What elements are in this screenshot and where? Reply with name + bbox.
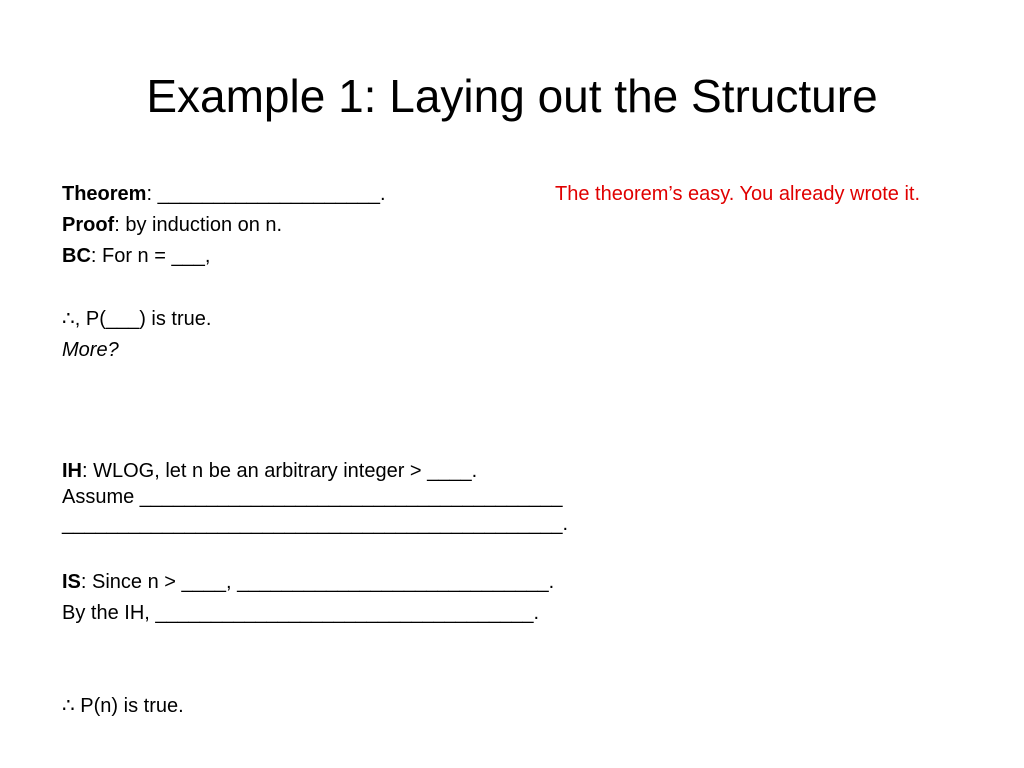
final-text: P(n) is true. bbox=[74, 695, 184, 717]
by-ih-line: By the IH, __________________________________. bbox=[62, 602, 540, 624]
proof-text: : by induction on n. bbox=[114, 214, 283, 236]
ih-text: : WLOG, let n be an arbitrary integer > ____. bbox=[82, 460, 478, 482]
bc-label: BC bbox=[62, 245, 91, 267]
is-label: IS bbox=[62, 571, 81, 593]
bc-conclusion-text: , P(___) is true. bbox=[74, 308, 212, 330]
is-text: : Since n > ____, ____________________________. bbox=[80, 571, 555, 593]
proof-line bbox=[62, 212, 282, 238]
blank-line: _____________________________________________. bbox=[62, 513, 569, 535]
bc-line bbox=[62, 243, 210, 269]
therefore-icon: ∴ bbox=[62, 306, 75, 330]
is-line bbox=[62, 569, 554, 595]
slide-title: Example 1: Laying out the Structure bbox=[146, 70, 878, 122]
proof-label: Proof bbox=[62, 214, 115, 236]
assume-line: Assume ______________________________________ bbox=[62, 486, 563, 508]
ih-line bbox=[62, 458, 477, 484]
note-text: The theorem’s easy. You already wrote it. bbox=[555, 183, 921, 205]
bc-conclusion-line bbox=[62, 305, 211, 332]
more-text: More? bbox=[62, 339, 119, 361]
theorem-line bbox=[62, 181, 386, 207]
theorem-text: : ____________________. bbox=[146, 183, 386, 205]
bc-text: : For n = ___, bbox=[90, 245, 211, 267]
ih-label: IH bbox=[62, 460, 82, 482]
therefore-icon: ∴ bbox=[62, 693, 75, 717]
final-line bbox=[62, 692, 184, 719]
theorem-label: Theorem bbox=[62, 183, 147, 205]
